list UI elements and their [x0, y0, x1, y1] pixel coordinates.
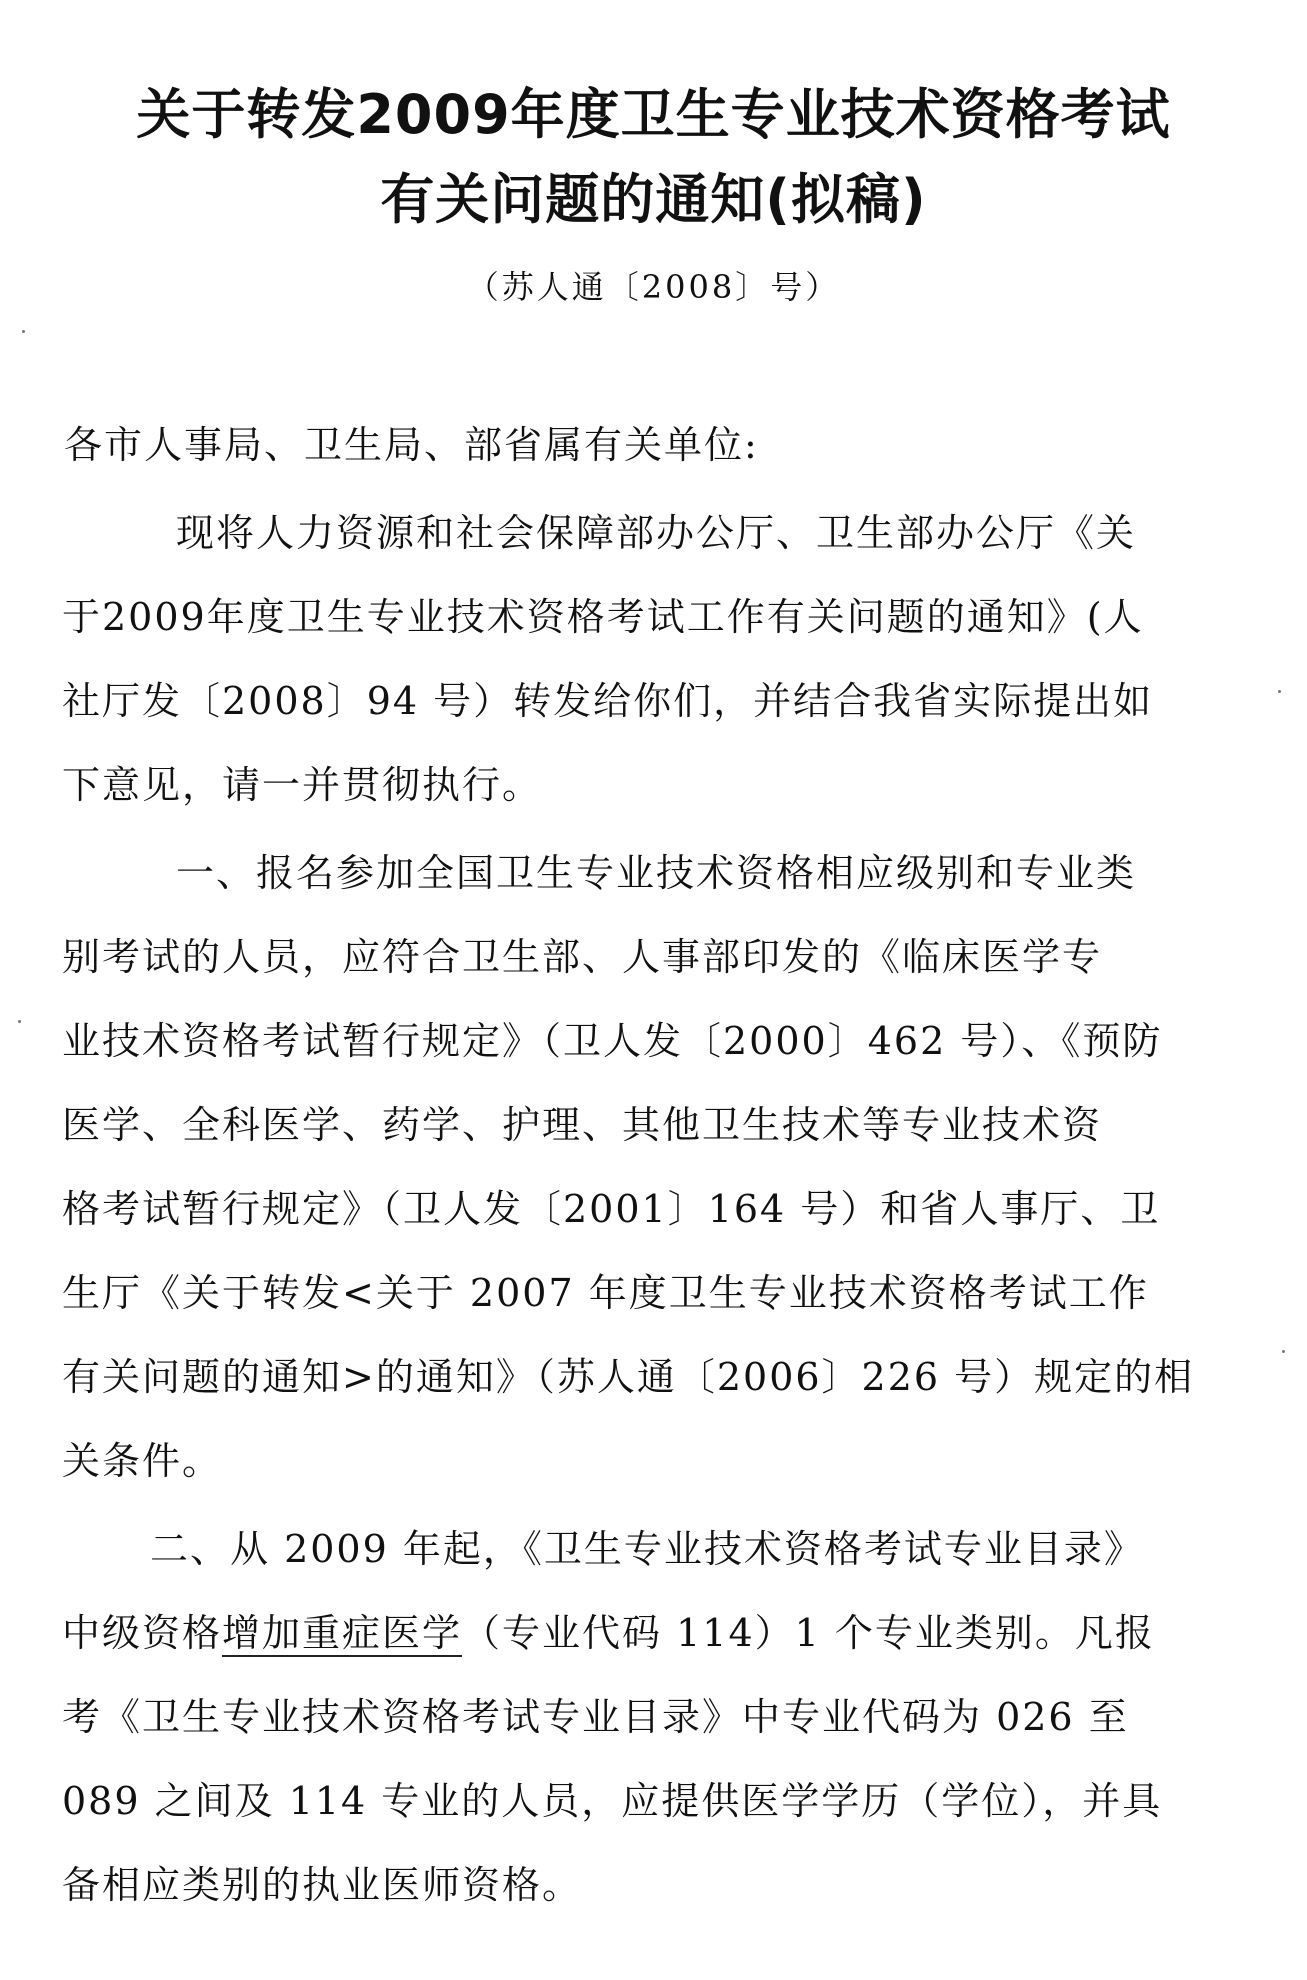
document-title-line-2: 有关问题的通知(拟稿)	[380, 168, 927, 231]
body-line: 格考试暂行规定》（卫人发〔2001〕164 号）和省人事厅、卫	[62, 1187, 1161, 1231]
body-line: 业技术资格考试暂行规定》（卫人发〔2000〕462 号）、《预防	[62, 1019, 1163, 1063]
body-line: 下意见，请一并贯彻执行。	[62, 763, 543, 807]
body-line: 备相应类别的执业医师资格。	[62, 1863, 583, 1907]
scan-speck	[22, 330, 25, 333]
salutation: 各市人事局、卫生局、部省属有关单位:	[64, 423, 759, 467]
scan-speck	[1278, 690, 1281, 693]
body-line: 于2009年度卫生专业技术资格考试工作有关问题的通知》(人	[62, 595, 1144, 639]
body-line-underlined	[62, 1608, 1155, 1658]
underlined-text: 增加重症医学	[222, 1611, 463, 1655]
body-line: 别考试的人员，应符合卫生部、人事部印发的《临床医学专	[62, 935, 1103, 979]
body-line: 关条件。	[62, 1439, 223, 1483]
body-line: 现将人力资源和社会保障部办公厅、卫生部办公厅《关	[176, 511, 1137, 555]
body-line: 一、报名参加全国卫生专业技术资格相应级别和专业类	[176, 851, 1137, 895]
body-line: 089 之间及 114 专业的人员，应提供医学学历（学位），并具	[62, 1779, 1163, 1823]
body-line: 生厅《关于转发<关于 2007 年度卫生专业技术资格考试工作	[62, 1271, 1149, 1315]
body-line: 医学、全科医学、药学、护理、其他卫生技术等专业技术资	[62, 1103, 1103, 1147]
text-segment: （专业代码 114）1 个专业类别。凡报	[462, 1611, 1155, 1655]
body-line: 考《卫生专业技术资格考试专业目录》中专业代码为 026 至	[62, 1695, 1129, 1739]
body-line: 二、从 2009 年起，《卫生专业技术资格考试专业目录》	[150, 1527, 1144, 1571]
document-number: （苏人通〔2008〕号）	[466, 268, 841, 306]
body-line: 有关问题的通知>的通知》（苏人通〔2006〕226 号）规定的相	[62, 1355, 1195, 1399]
text-segment: 中级资格	[62, 1611, 223, 1655]
scan-speck	[1282, 1350, 1285, 1353]
document-title-line-1: 关于转发2009年度卫生专业技术资格考试	[136, 83, 1171, 146]
body-line: 社厅发〔2008〕94 号）转发给你们，并结合我省实际提出如	[62, 679, 1154, 723]
scan-speck	[18, 1020, 21, 1023]
